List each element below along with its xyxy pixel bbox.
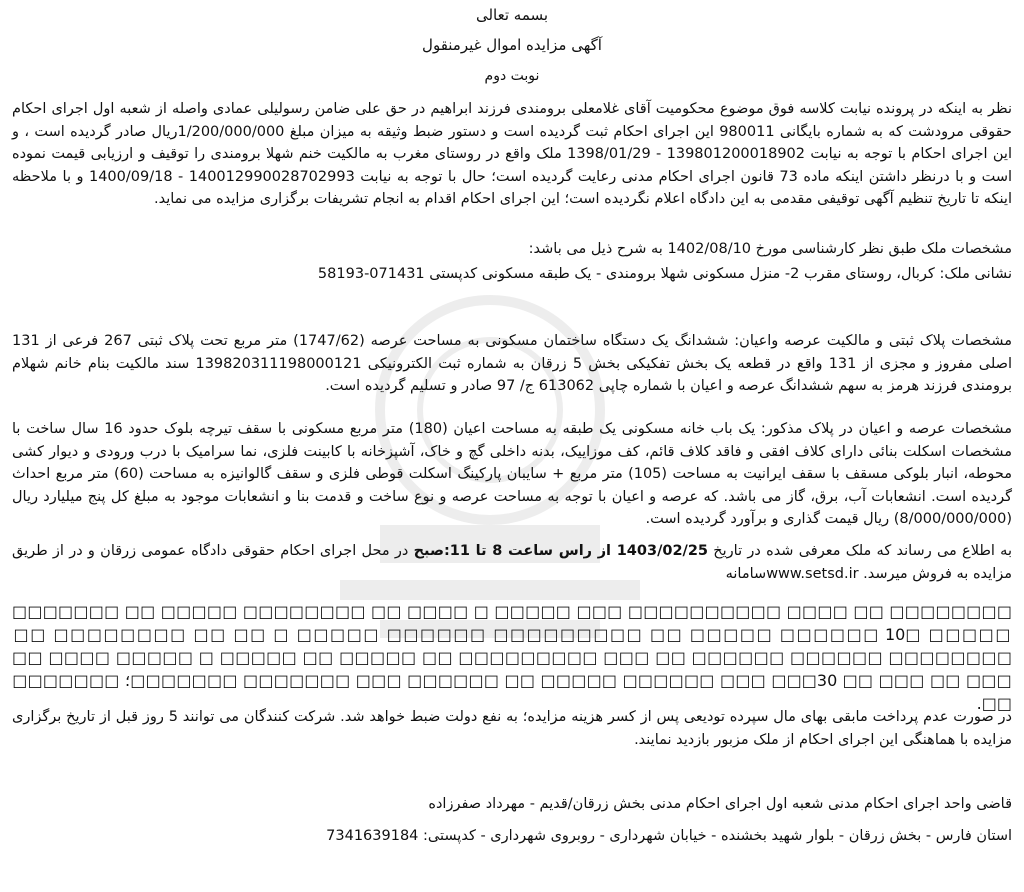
notice-title: آگهی مزایده اموال غیرمنقول: [422, 36, 602, 54]
announcement-post: در محل اجرای احکام حقوقی دادگاه عمومی زرقان و در از طریق مزایده به فروش میرسد. www.setsd.irسامانه: [12, 543, 1012, 582]
announcement-pre: به اطلاع می رساند که ملک معرفی شده در تاریخ: [708, 543, 1012, 559]
judge-signature-line: قاضی واحد اجرای احکام مدنی شعبه اول اجرای احکام مدنی بخش زرقان/قدیم - مهرداد صفرزاده: [428, 796, 1012, 812]
specs-line: مشخصات ملک طبق نظر کارشناسی مورخ 1402/08/10 به شرح ذیل می باشد:: [528, 241, 1012, 257]
title-bismillah: بسمه تعالی: [475, 6, 549, 24]
auction-announcement: [12, 540, 1012, 585]
non-payment-clause: در صورت عدم پرداخت مابقی بهای مال سپرده تودیعی پس از کسر هزینه مزایده؛ به نفع دولت ضبط خواهد شد. شرکت کنندگان می توانند 5 روز قبل از تاریخ برگزاری مزایده با هماهنگی این اجرای احکام از ملک مزبور بازدید نمایند.: [12, 709, 1012, 748]
notice-round: نوبت دوم: [484, 68, 540, 84]
intro-paragraph: نظر به اینکه در پرونده نیابت کلاسه فوق موضوع محکومیت آقای غلامعلی برومندی فرزند ابراهیم در حق علی ضامن رسولیلی عمادی واصله از شعبه اول اجرای احکام حقوقی مرودشت که به شماره بایگانی 980011 این اجرای احکام ثبت گردیده است و دستور ضبط وثیقه به میزان مبلغ 1/200/000/000ریال صادر گردیده است ، و این اجرای احکام با توجه به نیابت 139801200018902 - 1398/01/29 ملک واقع در روستای مغرب به مالکیت خنم شهلا برومندی را توقیف و ارزیابی قیمت نموده است و با درنظر داشتن اینکه ماده 73 قانون اجرای احکام مدنی رعایت گردیده است؛ حال با توجه به نیابت 140012990028702993 - 1400/09/18 و با ملاحظه اینکه تا تاریخ تنظیم آگهی توقیفی مقدمی به این دادگاه اعلام نگردیده است؛ این اجرای احکام اقدام به انجام تشریفات برگزاری مزایده می نماید.: [12, 101, 1013, 207]
auction-date-time: 1403/02/25 از راس ساعت 8 تا 11:صبح: [413, 543, 709, 559]
court-address: استان فارس - بخش زرقان - بلوار شهید بخشنده - خیابان شهرداری - روبروی شهرداری - کدپستی: 7341639184: [326, 828, 1012, 844]
garbled-paragraph: □□□□□□□□ □□ □□□□ □□□□□□□□□□ □□□ □□□□□ □ □□□□ □□ □□□□□□□□ □□□□□ □□ □□□□□□□ □□□□□ □10 □□□□□□ □□□□□ □□ □□□□□□□□□ □□□□□□ □□□□□ □ □□ □□ □□□□□□□□ □□ □□□□□□□□ □□□□□□ □□□□□□ □□ □□□ □□□□□□□□□ □□ □□□□□ □□ □□□□□ □ □□□□□ □□□□ □□ □□□ □□ □□□ □□ 30□□□ □□□ □□□□□□ □□□□□ □□ □□□□□□ □□□ □□□□□□□ □□□□□□□؛ □□□□□□□ □□.: [12, 602, 1012, 713]
property-description: مشخصات عرصه و اعیان در پلاک مذکور: یک باب خانه مسکونی یک طبقه به مساحت اعیان (180) متر مربع مسکونی با سقف تیرچه بلوک حدود 16 سال ساخت با مشخصات اسکلت بنائی دارای کلاف افقی و فاقد کلاف قائم، کف موزاییک، بدنه داخلی گچ و خاک، آشپزخانه با کابینت فلزی، نما سرامیک با درب ورودی و دیوار کشی محوطه، انبار بلوکی مسقف با سقف ایرانیت به مساحت (105) متر مربع + سایبان پارکینگ اسکلت قوطی فلزی و سقف گالوانیزه به مساحت (60) متر مربع احداث گردیده است. انشعابات آب، برق، گاز می باشد. که عرصه و اعیان با توجه به مساحت عرصه و نوع ساخت و قدمت بنا و انشعابات موجود به مبلغ کل پنج میلیارد ریال (8/000/000/000) ریال قیمت گذاری و برآورد گردیده است.: [12, 421, 1012, 527]
registration-details: مشخصات پلاک ثبتی و مالکیت عرصه واعیان: ششدانگ یک دستگاه ساختمان مسکونی به مساحت عرصه (1747/62) متر مربع تحت پلاک ثبتی 267 فرعی از 131 اصلی مفروز و مجزی از 131 واقع در قطعه یک بخش تفکیکی بخش 5 زرقان به شماره ثبت الکترونیکی 139820311198000121 سند مالکیت بنام خانم شهلام برومندی فرزند هرمز به سهم ششدانگ عرصه و اعیان با شماره چاپی 613062 ج/ 97 صادر و تسلیم گردیده است.: [12, 333, 1012, 394]
property-address: نشانی ملک: کربال، روستای مقرب 2- منزل مسکونی شهلا برومندی - یک طبقه مسکونی کدپستی 071431-58193: [317, 266, 1012, 282]
